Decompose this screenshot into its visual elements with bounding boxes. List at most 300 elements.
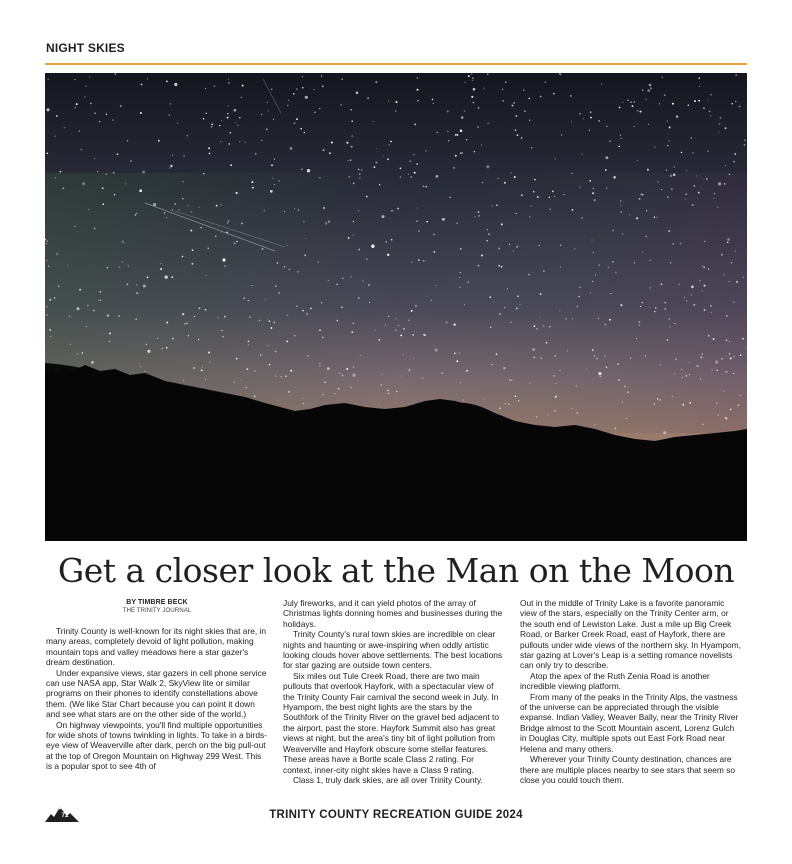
star [743, 277, 744, 278]
paragraph: Atop the apex of the Ruth Zenia Road is another incredible viewing platform. [520, 670, 710, 692]
star [718, 131, 719, 132]
star [321, 302, 323, 304]
star [490, 327, 492, 329]
star [268, 111, 269, 112]
star [516, 246, 518, 248]
star [261, 140, 263, 142]
star [570, 95, 572, 97]
star [468, 75, 470, 77]
star [338, 388, 340, 390]
star [729, 174, 730, 175]
star [606, 126, 607, 127]
star [340, 104, 341, 105]
star [241, 97, 242, 98]
star [199, 207, 200, 208]
star [217, 317, 218, 318]
star [122, 241, 123, 242]
star [323, 207, 325, 209]
star [624, 386, 626, 388]
star [499, 313, 501, 315]
star [48, 265, 50, 267]
star [227, 222, 229, 224]
star [724, 417, 725, 418]
star [64, 127, 65, 128]
star [400, 167, 402, 169]
star [509, 379, 510, 380]
star [358, 169, 359, 170]
star [661, 283, 663, 285]
star [408, 319, 410, 321]
star [592, 349, 594, 351]
star [536, 328, 537, 329]
star [387, 390, 389, 392]
star [454, 352, 456, 354]
star [412, 334, 414, 336]
star [554, 355, 556, 357]
headline: Get a closer look at the Man on the Moon [57, 551, 735, 590]
star [47, 153, 49, 155]
star [325, 222, 327, 224]
star [713, 338, 715, 340]
star [433, 103, 434, 104]
star [67, 265, 68, 266]
star [166, 322, 168, 324]
star [593, 188, 594, 189]
star [275, 351, 277, 353]
star [75, 226, 76, 227]
star [600, 376, 601, 377]
star [680, 242, 682, 244]
star [351, 120, 352, 121]
star [460, 248, 462, 250]
star [559, 73, 560, 74]
star [727, 238, 729, 240]
star [373, 121, 374, 122]
star [504, 182, 506, 184]
star [537, 196, 539, 198]
star [290, 147, 293, 150]
star [702, 265, 703, 266]
star [307, 355, 309, 357]
star [265, 299, 266, 300]
star [211, 126, 213, 128]
star [417, 100, 418, 101]
star [418, 230, 420, 232]
star [77, 353, 78, 354]
star [127, 140, 128, 141]
star [515, 396, 517, 398]
star [302, 398, 303, 399]
star [702, 424, 703, 425]
star [707, 100, 708, 101]
star [560, 244, 561, 245]
star [669, 126, 670, 127]
star [744, 140, 745, 141]
page-number: 72 [61, 812, 69, 819]
star [322, 85, 324, 87]
star [169, 167, 170, 168]
star [246, 368, 248, 370]
star [648, 124, 649, 125]
star [605, 156, 608, 159]
star [107, 315, 109, 317]
star [598, 318, 599, 319]
star [351, 331, 353, 333]
star [531, 205, 532, 206]
star [120, 105, 122, 107]
star [583, 118, 584, 119]
star [216, 205, 218, 207]
star [100, 300, 102, 302]
star [388, 392, 390, 394]
star [604, 324, 606, 326]
star [387, 158, 389, 160]
star [618, 379, 620, 381]
star [85, 86, 86, 87]
star [112, 120, 113, 121]
star [502, 89, 503, 90]
star [620, 304, 622, 306]
star [729, 341, 730, 342]
star [682, 404, 684, 406]
star [499, 407, 501, 409]
star [374, 166, 376, 168]
star [460, 272, 461, 273]
star [541, 358, 542, 359]
star [358, 249, 360, 251]
star [736, 281, 738, 283]
star [702, 290, 703, 291]
star [178, 209, 180, 211]
star [255, 153, 256, 154]
star [729, 353, 731, 355]
star [550, 209, 551, 210]
star [727, 242, 729, 244]
star [529, 120, 530, 121]
star [408, 174, 409, 175]
star [703, 266, 705, 268]
star [125, 183, 126, 184]
star [80, 149, 82, 151]
star [227, 113, 228, 114]
star [532, 348, 535, 351]
star [657, 181, 659, 183]
star [139, 189, 142, 192]
star [436, 131, 438, 133]
star [740, 395, 741, 396]
star [590, 293, 591, 294]
star [448, 140, 449, 141]
star [252, 285, 253, 286]
star [136, 213, 137, 214]
star [453, 167, 454, 168]
star [642, 89, 644, 91]
star [369, 302, 370, 303]
star [513, 251, 514, 252]
star [639, 324, 641, 326]
star [127, 284, 129, 286]
star [251, 181, 253, 183]
star [314, 89, 315, 90]
article-column-3 [520, 598, 742, 785]
star [473, 88, 476, 91]
star [700, 379, 701, 380]
star [472, 80, 473, 81]
star [710, 305, 712, 307]
star [650, 260, 651, 261]
star [682, 377, 683, 378]
star [666, 120, 668, 122]
star [721, 358, 723, 360]
star [171, 276, 173, 278]
star [456, 134, 458, 136]
star [521, 194, 523, 196]
star [352, 374, 355, 377]
star [375, 162, 377, 164]
star [735, 251, 736, 252]
star [456, 360, 458, 362]
star [668, 230, 670, 232]
star [275, 286, 276, 287]
star [136, 284, 137, 285]
star [348, 176, 350, 178]
star [273, 119, 274, 120]
star [666, 170, 667, 171]
star [533, 191, 535, 193]
star [667, 339, 669, 341]
star [220, 204, 221, 205]
star [389, 144, 390, 145]
star [157, 338, 158, 339]
star [689, 374, 690, 375]
star [391, 210, 393, 212]
star [460, 152, 462, 154]
star [319, 363, 320, 364]
star [688, 105, 689, 106]
star [261, 114, 262, 115]
star [433, 234, 435, 236]
star [174, 83, 177, 86]
star [285, 375, 287, 377]
star [198, 307, 200, 309]
star [318, 262, 319, 263]
star [675, 358, 677, 360]
star [464, 110, 466, 112]
star [350, 109, 351, 110]
star [692, 204, 694, 206]
star [667, 196, 669, 198]
star [636, 217, 638, 219]
star [99, 291, 101, 293]
star [634, 126, 635, 127]
star [431, 300, 432, 301]
star [347, 160, 348, 161]
star [47, 241, 48, 242]
star [491, 364, 492, 365]
star [605, 169, 607, 171]
star [278, 292, 279, 293]
star [637, 110, 639, 112]
star [293, 93, 295, 95]
star [194, 316, 195, 317]
star [701, 353, 703, 355]
star [730, 409, 732, 411]
star [262, 248, 264, 250]
star [612, 261, 614, 263]
star [102, 203, 104, 205]
star [513, 102, 515, 104]
star [301, 169, 303, 171]
star [230, 132, 232, 134]
star [135, 319, 136, 320]
star [58, 286, 60, 288]
star [74, 79, 75, 80]
star [46, 314, 48, 316]
star [413, 358, 414, 359]
star [274, 159, 275, 160]
star [704, 285, 706, 287]
star [674, 166, 676, 168]
star [79, 289, 81, 291]
star [241, 379, 242, 380]
star [642, 251, 643, 252]
star [413, 154, 414, 155]
star [712, 369, 713, 370]
star [422, 377, 424, 379]
star [501, 223, 503, 225]
star [140, 83, 142, 85]
star [248, 344, 250, 346]
star [307, 169, 310, 172]
star [84, 96, 85, 97]
star [520, 304, 521, 305]
star [205, 309, 207, 311]
star [94, 112, 96, 114]
star [203, 173, 205, 175]
star [737, 404, 739, 406]
star [459, 287, 460, 288]
star [409, 369, 411, 371]
star [74, 107, 76, 109]
star [659, 103, 660, 104]
star [604, 355, 606, 357]
star [117, 153, 119, 155]
star [654, 216, 655, 217]
star [654, 147, 655, 148]
star [414, 123, 416, 125]
star [654, 403, 655, 404]
star [622, 401, 623, 402]
star [241, 223, 243, 225]
star [627, 391, 629, 393]
star [714, 193, 715, 194]
star [378, 404, 379, 405]
star [533, 325, 535, 327]
star [76, 103, 78, 105]
star [630, 101, 632, 103]
star [560, 267, 561, 268]
star [411, 262, 412, 263]
star [222, 336, 224, 338]
star [55, 136, 56, 137]
star [362, 280, 363, 281]
star [640, 306, 641, 307]
star [374, 330, 375, 331]
star [455, 134, 457, 136]
star [586, 368, 587, 369]
star [269, 364, 271, 366]
star [359, 173, 361, 175]
star [646, 210, 647, 211]
star [361, 169, 363, 171]
star [745, 347, 746, 348]
star [710, 94, 711, 95]
star [559, 310, 560, 311]
star [455, 155, 457, 157]
star [704, 241, 705, 242]
paragraph: Under expansive views, star gazers in cell phone service can use NASA app, Star Walk 2, SkyView lite or similar programs on their phones to identify constellations above them. (We like Star Chart because you can point it down and see what stars are on the other side of the world.) [46, 667, 267, 720]
star [227, 117, 229, 119]
star [681, 369, 682, 370]
star [46, 243, 47, 244]
star [724, 183, 726, 185]
star [147, 78, 148, 79]
star [246, 387, 247, 388]
star [692, 152, 694, 154]
star [703, 107, 705, 109]
star [321, 75, 322, 76]
paragraph: Six miles out Tule Creek Road, there are two main pullouts that overlook Hayfork, with a spectacular view of the Trinity County Fair carnival the second week in July. In Hyampom, the best night lights are the stars by the Southfork of the Trinity River on the gravel bed adjacent to the airport, past the store. Hayfork Summit also has great views at night, but the area's tiny bit of light pollution from Weaverville and Hayfork obscure some stellar features. These areas have a Bortle scale Class 2 rating. For context, inner-city night skies have a Class 9 rating. [283, 670, 500, 775]
star [565, 318, 567, 320]
star [632, 105, 634, 107]
star [720, 117, 722, 119]
star [609, 319, 611, 321]
star [637, 160, 638, 161]
star [474, 216, 475, 217]
star [699, 86, 700, 87]
star [205, 275, 206, 276]
star [114, 194, 116, 196]
star [391, 239, 393, 241]
star [403, 354, 404, 355]
star [690, 137, 692, 139]
star [94, 228, 96, 230]
star [358, 210, 359, 211]
star [622, 233, 623, 234]
star [183, 155, 184, 156]
star [486, 240, 487, 241]
star [564, 194, 565, 195]
star [578, 296, 580, 298]
star [289, 269, 291, 271]
star [670, 262, 672, 264]
star [254, 370, 256, 372]
star [294, 122, 296, 124]
star [435, 349, 438, 352]
star [143, 285, 146, 288]
star [46, 306, 47, 307]
star [453, 323, 455, 325]
star [146, 344, 147, 345]
star [358, 297, 360, 299]
star [387, 254, 389, 256]
star [719, 123, 720, 124]
star [552, 191, 554, 193]
star [590, 117, 592, 119]
star [466, 139, 468, 141]
star [436, 175, 439, 178]
star [617, 363, 619, 365]
